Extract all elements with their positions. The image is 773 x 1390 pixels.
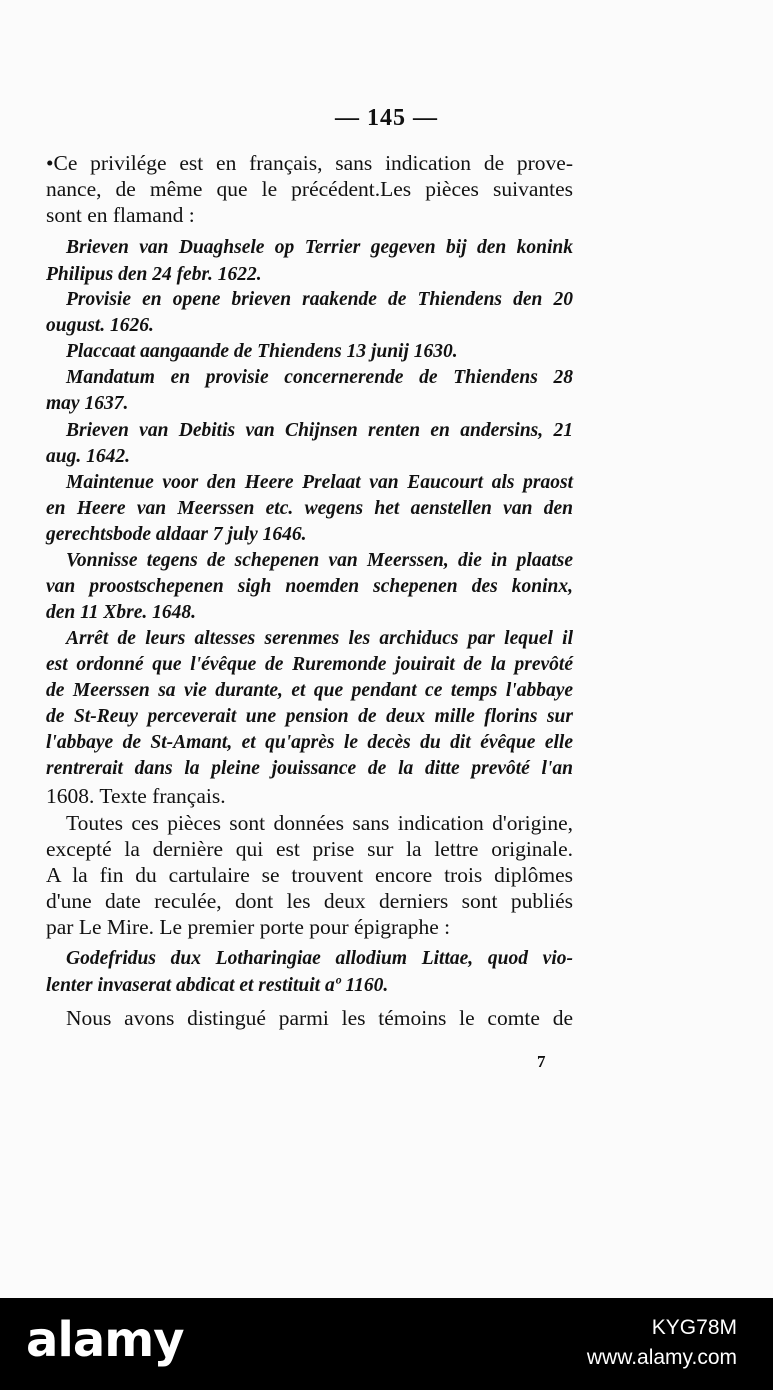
text-line: gerechtsbode aldaar 7 july 1646. [46,524,307,545]
text-line: excepté la dernière qui est prise sur la lettre originale. [46,837,573,861]
text-line: est ordonné que l'évêque de Ruremonde jouirait de la prevôté [46,654,573,675]
page-number-header: — 145 — [335,105,438,131]
text-line: Godefridus dux Lotharingiae allodium Littae, quod vio- [66,948,573,969]
text-line: Maintenue voor den Heere Prelaat van Eaucourt als praost [66,472,573,493]
text-line: •Ce privilége est en français, sans indication de prove- [46,151,573,175]
text-line: d'une date reculée, dont les deux derniers sont publiés [46,889,573,913]
text-line: may 1637. [46,393,129,414]
text-line: sont en flamand : [46,203,195,227]
text-line: ougust. 1626. [46,315,154,336]
text-line: Nous avons distingué parmi les témoins le comte de [66,1006,573,1030]
watermark-url: www.alamy.com [586,1346,737,1369]
text-line: par Le Mire. Le premier porte pour épigraphe : [46,915,451,939]
text-line: Vonnisse tegens de schepenen van Meerssen, die in plaatse [66,550,573,571]
text-line: A la fin du cartulaire se trouvent encore trois diplômes [46,863,573,887]
text-line: lenter invaserat abdicat et restituit aº 1160. [46,975,389,996]
text-line: den 11 Xbre. 1648. [46,602,197,623]
text-line: de St-Reuy perceverait une pension de deux mille florins sur [46,706,573,727]
text-line: nance, de même que le précédent.Les pièces suivantes [46,177,573,201]
text-line: 1608. Texte français. [46,784,226,808]
text-line: Provisie en opene brieven raakende de Thiendens den 20 [66,289,573,310]
text-line: Brieven van Debitis van Chijnsen renten en andersins, 21 [66,420,573,441]
watermark-logo: alamy [26,1312,184,1368]
text-line: Placcaat aangaande de Thiendens 13 junij 1630. [66,341,458,362]
text-line: Mandatum en provisie concernerende de Thiendens 28 [66,367,573,388]
text-line: Brieven van Duaghsele op Terrier gegeven bij den konink [66,237,573,258]
image-code: KYG78M [651,1316,737,1339]
text-line: Philipus den 24 febr. 1622. [46,264,262,285]
text-line: en Heere van Meerssen etc. wegens het aenstellen van den [46,498,573,519]
text-line: Arrêt de leurs altesses serenmes les archiducs par lequel il [66,628,573,649]
text-line: aug. 1642. [46,446,130,467]
text-line: Toutes ces pièces sont données sans indication d'origine, [66,811,573,835]
text-line: rentrerait dans la pleine jouissance de la ditte prevôté l'an [46,758,573,779]
signature-mark: 7 [537,1052,546,1071]
text-line: van proostschepenen sigh noemden schepenen des koninx, [46,576,573,597]
text-line: l'abbaye de St-Amant, et qu'après le decès du dit évêque elle [46,732,573,753]
text-line: de Meerssen sa vie durante, et que pendant ce temps l'abbaye [46,680,573,701]
